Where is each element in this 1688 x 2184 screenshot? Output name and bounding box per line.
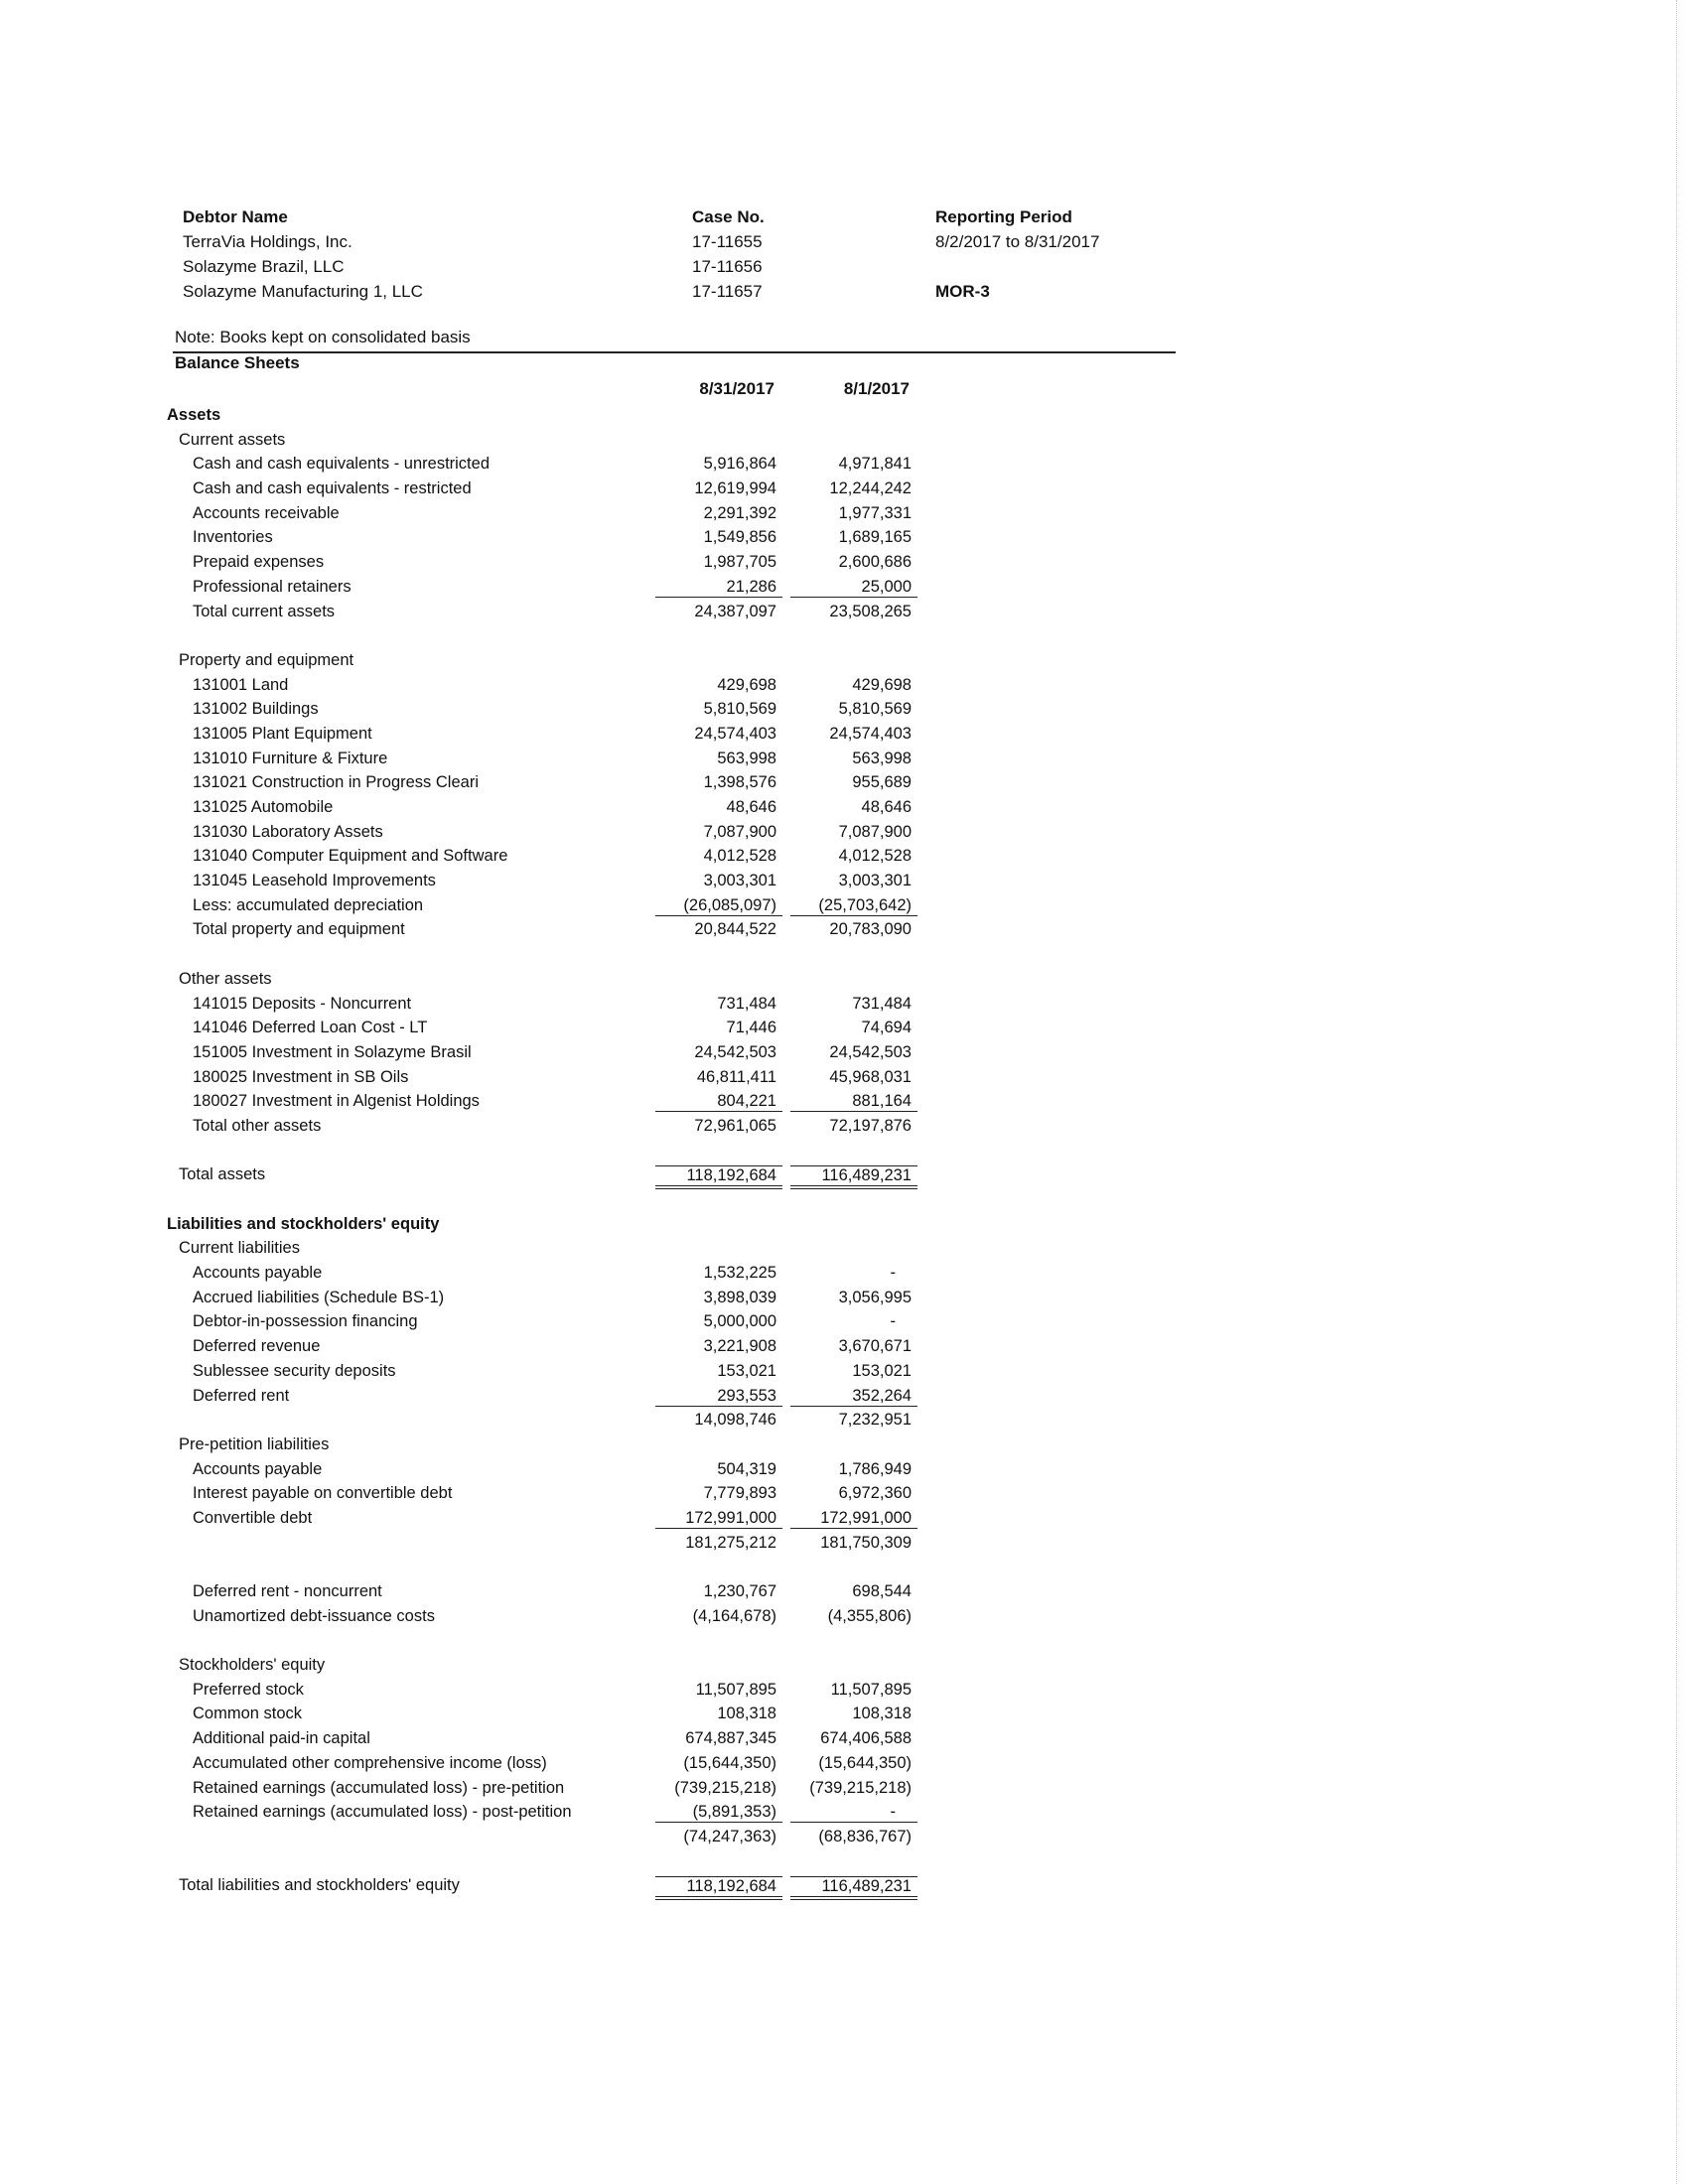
reporting-period-block [935,205,1099,304]
value-8-1-2017: 116,489,231 [790,1165,917,1189]
row-label: Accumulated other comprehensive income (loss) [193,1753,547,1772]
row-label: Unamortized debt-issuance costs [193,1606,435,1625]
table-row [159,1089,953,1114]
table-row [159,1114,953,1139]
table-row [159,1653,953,1678]
value-8-1-2017: 1,786,949 [838,1459,912,1478]
value-8-31-2017: 118,192,684 [655,1876,782,1900]
row-label: 131045 Leasehold Improvements [193,872,436,890]
value-8-1-2017: 3,670,671 [838,1337,912,1356]
row-label: Cash and cash equivalents - restricted [193,479,472,498]
value-8-1-2017: 24,542,503 [829,1042,912,1061]
value-8-31-2017: 172,991,000 [655,1509,782,1529]
row-label: Retained earnings (accumulated loss) - post-petition [193,1803,572,1822]
row-label: Common stock [193,1705,303,1723]
value-8-31-2017: 804,221 [655,1092,782,1112]
case-number-label: Case No. [692,207,765,226]
case-number: 17-11657 [692,282,763,301]
table-row [159,1506,953,1531]
table-row [159,770,953,795]
column-header-prior: 8/1/2017 [843,379,910,398]
table-row [159,722,953,747]
value-8-1-2017: 172,991,000 [790,1509,917,1529]
value-8-1-2017: 108,318 [852,1705,912,1723]
table-row [159,1800,953,1825]
header-divider [173,351,1176,353]
table-row [159,1604,953,1629]
value-8-31-2017: 3,898,039 [703,1288,776,1306]
table-row [159,1261,953,1286]
row-label: Pre-petition liabilities [179,1434,330,1453]
table-row [159,403,953,428]
value-8-31-2017: 1,549,856 [703,528,776,547]
value-8-1-2017: 7,232,951 [838,1411,912,1430]
value-8-1-2017: 20,783,090 [829,920,912,939]
row-label: Sublessee security deposits [193,1361,396,1380]
table-row [159,893,953,918]
row-label: 131030 Laboratory Assets [193,822,383,841]
value-8-1-2017: 3,056,995 [838,1288,912,1306]
value-8-31-2017: 24,542,503 [694,1042,776,1061]
row-label: 180025 Investment in SB Oils [193,1067,409,1086]
table-row [159,1212,953,1237]
table-row [159,428,953,453]
page-edge-scan-artifact [1676,0,1677,2184]
table-row [159,477,953,501]
value-8-1-2017: (68,836,767) [818,1827,912,1845]
table-row [159,1065,953,1090]
value-8-1-2017: - [790,1803,917,1823]
balance-sheet-table [159,403,953,1898]
value-8-31-2017: 3,221,908 [703,1337,776,1356]
row-label: Stockholders' equity [179,1656,326,1675]
table-row [159,1334,953,1359]
value-8-31-2017: 293,553 [655,1387,782,1407]
reporting-period-label: Reporting Period [935,207,1072,226]
value-8-31-2017: (739,215,218) [674,1778,776,1797]
table-row [159,600,953,624]
value-8-1-2017: 72,197,876 [829,1116,912,1135]
value-8-31-2017: 7,779,893 [703,1484,776,1503]
value-8-1-2017: (4,355,806) [827,1606,912,1625]
debtor-name: Solazyme Brazil, LLC [183,257,345,276]
case-number: 17-11656 [692,257,763,276]
row-label: Retained earnings (accumulated loss) - pre-petition [193,1778,565,1797]
value-8-1-2017: 1,689,165 [838,528,912,547]
value-8-1-2017: (739,215,218) [809,1778,912,1797]
debtor-name: Solazyme Manufacturing 1, LLC [183,282,423,301]
value-8-1-2017: 181,750,309 [820,1533,912,1552]
value-8-31-2017: 1,230,767 [703,1582,776,1600]
row-label: 131040 Computer Equipment and Software [193,847,508,866]
row-label: Accrued liabilities (Schedule BS-1) [193,1288,445,1306]
row-label: Deferred revenue [193,1337,321,1356]
value-8-1-2017: (15,644,350) [818,1753,912,1772]
table-row [159,1309,953,1334]
row-label: Debtor-in-possession financing [193,1312,418,1331]
value-8-1-2017: 352,264 [790,1387,917,1407]
value-8-31-2017: (5,891,353) [655,1803,782,1823]
row-label: 131025 Automobile [193,798,334,816]
table-row [159,1359,953,1384]
table-row [159,648,953,673]
reporting-period-value: 8/2/2017 to 8/31/2017 [935,232,1100,251]
value-8-1-2017: 25,000 [790,578,917,598]
row-label: 131001 Land [193,675,289,694]
value-8-31-2017: (26,085,097) [655,896,782,916]
value-8-1-2017: 563,998 [852,749,912,767]
value-8-31-2017: 181,275,212 [685,1533,776,1552]
row-label: 131005 Plant Equipment [193,724,372,743]
row-label: 180027 Investment in Algenist Holdings [193,1092,480,1111]
row-label: Additional paid-in capital [193,1729,370,1748]
value-8-31-2017: 4,012,528 [703,847,776,866]
value-8-1-2017: 45,968,031 [829,1067,912,1086]
table-row [159,795,953,820]
row-label: Property and equipment [179,650,354,669]
table-spacer-row [159,1139,953,1163]
value-8-31-2017: 731,484 [717,994,776,1013]
table-row [159,967,953,992]
row-label: Accounts receivable [193,503,340,522]
row-label: 141015 Deposits - Noncurrent [193,994,412,1013]
row-label: Liabilities and stockholders' equity [167,1214,440,1233]
row-label: Deferred rent - noncurrent [193,1582,382,1600]
table-row [159,1702,953,1726]
sheet-title: Balance Sheets [175,353,300,372]
value-8-31-2017: 429,698 [717,675,776,694]
case-number-block [692,205,765,304]
value-8-31-2017: 5,916,864 [703,455,776,474]
value-8-31-2017: (15,644,350) [683,1753,776,1772]
table-spacer-row [159,1531,953,1556]
value-8-1-2017: 674,406,588 [820,1729,912,1748]
value-8-1-2017: (25,703,642) [790,896,917,916]
table-row [159,525,953,550]
table-spacer-row [159,1628,953,1653]
value-8-1-2017: 116,489,231 [790,1876,917,1900]
row-label: Current liabilities [179,1239,300,1258]
row-label: Interest payable on convertible debt [193,1484,453,1503]
value-8-31-2017: (4,164,678) [692,1606,776,1625]
value-8-1-2017: 24,574,403 [829,724,912,743]
case-number: 17-11655 [692,232,763,251]
row-label: 131002 Buildings [193,700,319,719]
value-8-1-2017: 74,694 [861,1019,912,1037]
table-spacer-row [159,1825,953,1849]
row-label: Cash and cash equivalents - unrestricted [193,455,490,474]
table-row [159,1162,953,1187]
row-label: Total assets [179,1165,266,1184]
value-8-31-2017: 2,291,392 [703,503,776,522]
table-row [159,1433,953,1457]
value-8-31-2017: (74,247,363) [683,1827,776,1845]
row-label: Current assets [179,430,286,449]
value-8-31-2017: 108,318 [717,1705,776,1723]
table-row [159,673,953,698]
value-8-1-2017: 4,971,841 [838,455,912,474]
table-spacer-row [159,1849,953,1874]
value-8-31-2017: 20,844,522 [694,920,776,939]
table-row [159,1286,953,1310]
row-label: Inventories [193,528,273,547]
value-8-1-2017: 5,810,569 [838,700,912,719]
row-label: Less: accumulated depreciation [193,895,424,914]
table-row [159,1678,953,1703]
row-label: 151005 Investment in Solazyme Brasil [193,1042,472,1061]
value-8-31-2017: 72,961,065 [694,1116,776,1135]
value-8-1-2017: 3,003,301 [838,872,912,890]
row-label: Preferred stock [193,1680,304,1699]
row-label: 131021 Construction in Progress Cleari [193,773,479,792]
table-row [159,501,953,526]
value-8-31-2017: 5,810,569 [703,700,776,719]
table-row [159,1776,953,1801]
row-label: Professional retainers [193,577,352,596]
row-label: Prepaid expenses [193,553,325,572]
consolidation-note: Note: Books kept on consolidated basis [175,328,471,346]
row-label: Total other assets [193,1116,322,1135]
row-label: Accounts payable [193,1264,323,1283]
value-8-1-2017: 48,646 [861,798,912,816]
value-8-31-2017: 7,087,900 [703,822,776,841]
table-row [159,1481,953,1506]
table-spacer-row [159,1187,953,1212]
value-8-31-2017: 24,387,097 [694,602,776,620]
table-row [159,1579,953,1604]
value-8-31-2017: 118,192,684 [655,1165,782,1189]
table-row [159,869,953,893]
value-8-31-2017: 153,021 [717,1361,776,1380]
row-label: 141046 Deferred Loan Cost - LT [193,1019,428,1037]
value-8-31-2017: 21,286 [655,578,782,598]
value-8-1-2017: 6,972,360 [838,1484,912,1503]
value-8-31-2017: 5,000,000 [703,1312,776,1331]
table-row [159,697,953,722]
value-8-31-2017: 48,646 [726,798,776,816]
row-label: Accounts payable [193,1459,323,1478]
value-8-31-2017: 674,887,345 [685,1729,776,1748]
value-8-1-2017: 731,484 [852,994,912,1013]
column-header-current: 8/31/2017 [699,379,774,398]
row-label: Other assets [179,969,272,988]
value-8-1-2017: - [890,1312,896,1331]
table-spacer-row [159,1555,953,1579]
value-8-31-2017: 11,507,895 [695,1680,776,1699]
value-8-1-2017: 429,698 [852,675,912,694]
table-row [159,844,953,869]
row-label: 131010 Furniture & Fixture [193,749,388,767]
value-8-31-2017: 3,003,301 [703,872,776,890]
value-8-1-2017: 698,544 [852,1582,912,1600]
value-8-1-2017: 955,689 [852,773,912,792]
value-8-31-2017: 1,398,576 [703,773,776,792]
value-8-31-2017: 14,098,746 [694,1411,776,1430]
value-8-1-2017: 7,087,900 [838,822,912,841]
value-8-31-2017: 563,998 [717,749,776,767]
table-row [159,1751,953,1776]
table-row [159,1236,953,1261]
row-label: Convertible debt [193,1508,313,1527]
value-8-31-2017: 1,532,225 [703,1264,776,1283]
form-code: MOR-3 [935,282,990,301]
table-row [159,820,953,845]
row-label: Deferred rent [193,1386,290,1405]
value-8-31-2017: 1,987,705 [703,553,776,572]
value-8-1-2017: 23,508,265 [829,602,912,620]
table-row [159,1040,953,1065]
value-8-1-2017: 12,244,242 [829,479,912,498]
table-row [159,917,953,942]
debtor-name: TerraVia Holdings, Inc. [183,232,352,251]
value-8-31-2017: 504,319 [717,1459,776,1478]
row-label: Total property and equipment [193,920,405,939]
table-spacer-row [159,623,953,648]
debtor-name-block [183,205,423,304]
value-8-1-2017: 881,164 [790,1092,917,1112]
table-row [159,992,953,1017]
table-row [159,1873,953,1898]
row-label: Total current assets [193,602,336,620]
table-spacer-row [159,942,953,967]
table-spacer-row [159,1408,953,1433]
row-label: Assets [167,406,221,424]
value-8-31-2017: 12,619,994 [694,479,776,498]
table-row [159,575,953,600]
value-8-1-2017: 153,021 [852,1361,912,1380]
value-8-31-2017: 46,811,411 [696,1067,776,1086]
row-label: Total liabilities and stockholders' equity [179,1876,460,1895]
table-row [159,1384,953,1409]
value-8-1-2017: 11,507,895 [830,1680,912,1699]
table-row [159,550,953,575]
table-row [159,1016,953,1040]
value-8-31-2017: 24,574,403 [694,724,776,743]
value-8-1-2017: 4,012,528 [838,847,912,866]
value-8-1-2017: 1,977,331 [838,503,912,522]
table-row [159,452,953,477]
value-8-31-2017: 71,446 [726,1019,776,1037]
debtor-name-label: Debtor Name [183,207,288,226]
table-row [159,1726,953,1751]
value-8-1-2017: - [890,1264,896,1283]
table-row [159,747,953,771]
table-row [159,1457,953,1482]
value-8-1-2017: 2,600,686 [838,553,912,572]
